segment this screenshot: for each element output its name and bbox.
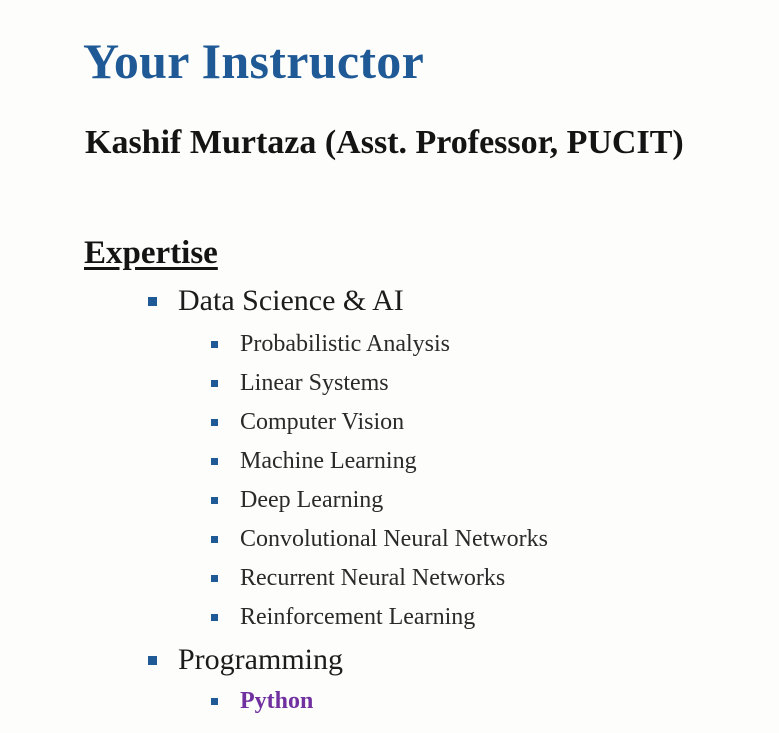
square-bullet-icon: [211, 698, 218, 705]
list-item: [211, 523, 548, 555]
list-item-label-python: Python: [240, 688, 314, 714]
list-item-label: Linear Systems: [240, 370, 389, 396]
list-item: [211, 445, 417, 477]
list-item-label: Reinforcement Learning: [240, 604, 476, 630]
group-label: Data Science & AI: [178, 284, 404, 317]
list-item: [211, 685, 313, 717]
list-item: [211, 562, 505, 594]
list-item-label: Deep Learning: [240, 487, 384, 513]
square-bullet-icon: [211, 380, 218, 387]
list-item: [211, 484, 383, 516]
list-item-label: Machine Learning: [240, 448, 417, 474]
list-item-label: Computer Vision: [240, 409, 405, 435]
square-bullet-icon: [211, 575, 218, 582]
square-bullet-icon: [211, 614, 218, 621]
square-bullet-icon: [211, 536, 218, 543]
list-item-label: Convolutional Neural Networks: [240, 526, 548, 552]
square-bullet-icon: [148, 297, 157, 306]
list-item-label: Probabilistic Analysis: [240, 331, 450, 357]
list-item: [211, 406, 404, 438]
group-label: Programming: [178, 643, 343, 676]
list-item: [211, 328, 450, 360]
square-bullet-icon: [211, 458, 218, 465]
square-bullet-icon: [211, 419, 218, 426]
instructor-name: Kashif Murtaza (Asst. Professor, PUCIT): [85, 124, 684, 161]
square-bullet-icon: [148, 656, 157, 665]
expertise-heading: Expertise: [84, 235, 218, 271]
square-bullet-icon: [211, 341, 218, 348]
expertise-group-programming: [148, 640, 343, 680]
list-item: [211, 367, 389, 399]
list-item-label: Recurrent Neural Networks: [240, 565, 506, 591]
expertise-group-data-science: [148, 281, 404, 321]
list-item: [211, 601, 475, 633]
slide-title: Your Instructor: [83, 33, 425, 89]
square-bullet-icon: [211, 497, 218, 504]
